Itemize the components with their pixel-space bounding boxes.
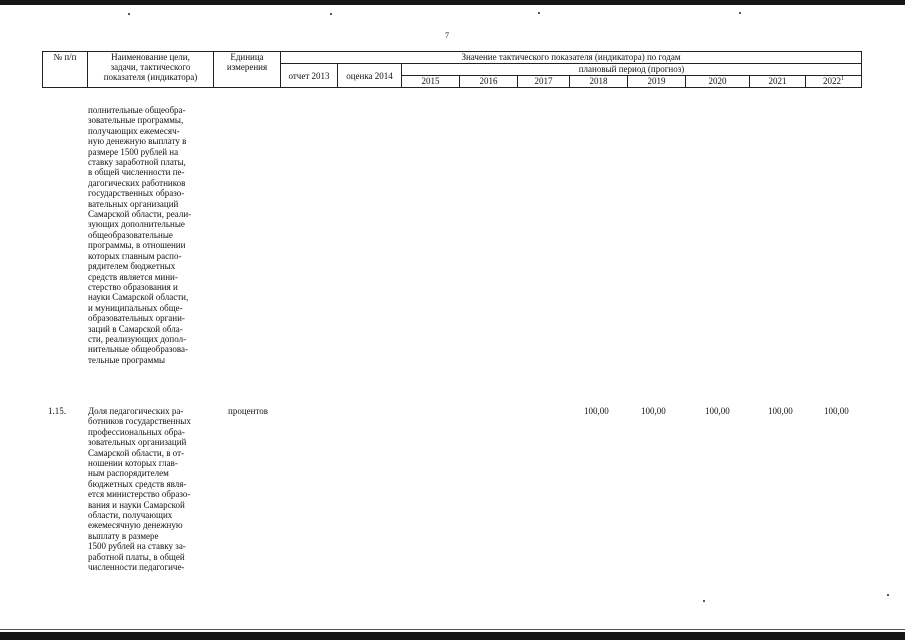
text-line: рядителем бюджетных (88, 261, 176, 272)
text-line: средств является мини- (88, 271, 178, 282)
year-2015: 2015 (402, 76, 460, 88)
text-line: науки Самарской области, (88, 292, 189, 303)
text-line: полнительные общеобра- (88, 105, 186, 115)
text-line: нительные общеобразова- (88, 344, 188, 355)
text-line: области, получающих (88, 510, 173, 521)
value-2018: 100,00 (584, 406, 609, 416)
text-line: в общей численности пе- (88, 167, 185, 178)
text-line: Доля педагогических ра- (88, 406, 184, 416)
year-2021: 2021 (750, 76, 806, 88)
header-table (42, 51, 862, 88)
bottom-scan-border (0, 632, 905, 640)
text-line: заций в Самарской обла- (88, 323, 183, 334)
text-line: размере 1500 рублей на (88, 146, 179, 157)
col-number-header: № п/п (43, 52, 88, 88)
row-number: 1.15. (48, 406, 66, 416)
text-line: численности педагогиче- (88, 562, 185, 573)
text-line: ботников государственных (88, 416, 191, 427)
text-line: стерство образования и (88, 281, 178, 292)
text-line: которых главным распо- (88, 250, 182, 261)
col-name-header: Наименование цели, задачи, тактического показателя (индикатора) (88, 52, 214, 88)
year-2016: 2016 (460, 76, 518, 88)
col-report-2013: отчет 2013 (281, 64, 338, 88)
text-line: зующих дополнительные (88, 219, 185, 230)
text-line: ется министерство образо- (88, 489, 191, 500)
text-line: Самарской области, реали- (88, 209, 192, 220)
page-number: 7 (445, 31, 449, 40)
text-line: профессиональных обра- (88, 426, 185, 437)
text-line: Самарской области, в от- (88, 447, 184, 458)
year-2020: 2020 (686, 76, 750, 88)
text-line: ным распорядителем (88, 468, 169, 479)
text-line: вательных организаций (88, 198, 179, 209)
text-line: программы, в отношении (88, 240, 186, 251)
col-values-header: Значение тактического показателя (индикатора) по годам (281, 52, 862, 64)
text-line: сти, реализующих допол- (88, 333, 187, 344)
text-line: зовательные программы, (88, 115, 184, 126)
text-line: ношении которых глав- (88, 458, 178, 469)
text-line: ежемесячную денежную (88, 520, 183, 531)
text-line: ставку заработной платы, (88, 157, 186, 168)
scan-dot (887, 594, 889, 596)
value-2021: 100,00 (768, 406, 793, 416)
value-2020: 100,00 (705, 406, 730, 416)
year-2017: 2017 (518, 76, 570, 88)
text-line: дагогических работников (88, 177, 186, 188)
col-unit-header: Единица измерения (214, 52, 281, 88)
unit-value: процентов (228, 406, 269, 416)
scan-dot (703, 600, 705, 602)
text-line: общеобразовательные (88, 229, 173, 240)
value-2019: 100,00 (641, 406, 666, 416)
footnote-mark: 1 (841, 76, 844, 82)
year-2022: 2022$^1$ (806, 76, 862, 88)
text-line: вания и науки Самарской (88, 499, 185, 510)
text-line: 1500 рублей на ставку за- (88, 541, 186, 552)
text-line: образовательных органи- (88, 313, 185, 324)
text-line: работной платы, в общей (88, 551, 185, 562)
scan-dot (538, 12, 540, 14)
scan-dot (128, 13, 130, 15)
scan-dot (330, 13, 332, 15)
text-line: выплату в размере (88, 530, 159, 541)
continuation-text (88, 105, 218, 365)
text-line: получающих ежемесяч- (88, 125, 180, 136)
text-line: тельные программы (88, 354, 166, 365)
text-line: зовательных организаций (88, 437, 187, 448)
indicator-text (88, 406, 218, 573)
text-line: государственных образо- (88, 188, 185, 199)
text-line: бюджетных средств явля- (88, 478, 187, 489)
value-2022: 100,00 (824, 406, 849, 416)
year-2019: 2019 (628, 76, 686, 88)
top-scan-border (0, 0, 905, 5)
scan-dot (739, 12, 741, 14)
year-2018: 2018 (570, 76, 628, 88)
col-estimate-2014: оценка 2014 (338, 64, 402, 88)
text-line: и муниципальных обще- (88, 302, 183, 313)
text-line: ную денежную выплату в (88, 136, 187, 147)
planned-period-header: плановый период (прогноз) (402, 64, 862, 76)
